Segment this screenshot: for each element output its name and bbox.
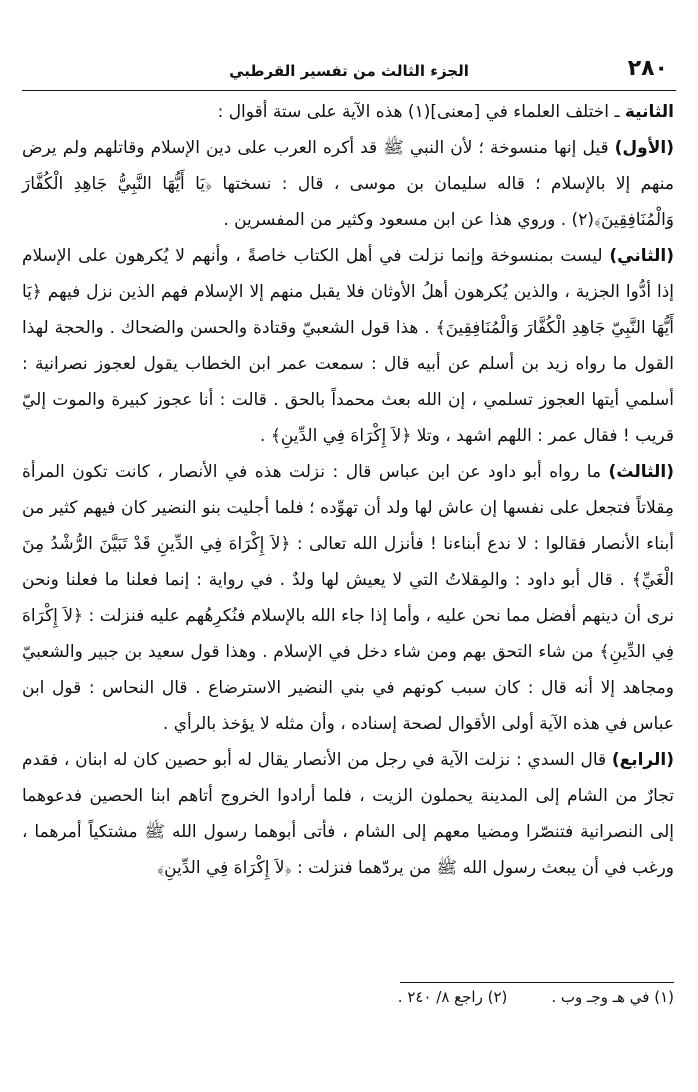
paragraph-second-issue [22, 94, 674, 130]
footnote-2: (٢) راجع ٨/ ٢٤٠ . [397, 988, 508, 1006]
footnotes [22, 988, 674, 1006]
page-header [24, 56, 674, 90]
paragraph-text: ليست بمنسوخة وإنما نزلت في أهل الكتاب خاصةً ، وأنهم لا يُكرهون على الإسلام إذا أدُّوا الجزية ، والذين يُكرهون أهلُ الأوثان فلا يقبل منهم إلا الإسلام فهم الذين نزل فيهم ﴿يَا أَيُّهَا النَّبِيّ جَاهِدِ الْكُفَّارَ وَالْمُنَافِقِينَ﴾ . هذا قول الشعبيّ وقتادة والحسن والضحاك . والحجة لهذا القول ما رواه زيد بن أسلم عن أبيه قال : سمعت عمر ابن الخطاب يقول لعجوز نصرانية : أسلمي أيتها العجوز تسلمي ، إن الله بعث محمداً بالحق . قالت : أنا عجوز كبيرة والموت إليّ قريب ! فقال عمر : اللهم اشهد ، وتلا ﴿لاَ إِكْرَاهَ فِي الدِّينِ﴾ . [22, 246, 674, 446]
paragraph-label: (الأول) [614, 138, 674, 158]
paragraph-text: قال السدي : نزلت الآية في رجل من الأنصار يقال له أبو حصين كان له ابنان ، فقدم تجارٌ من الشام إلى المدينة يحملون الزيت ، فلما أرادوا الخروج أتاهم ابنا الحصين فدعوهما إلى النصرانية فتنصّرا ومضيا معهم إلى الشام ، فأتى أبوهما رسول الله ﷺ مشتكياً أمرهما ، ورغب في أن يبعث رسول الله ﷺ من يردّهما فنزلت : ﴿لاَ إِكْرَاهَ فِي الدِّينِ﴾ [22, 750, 674, 878]
paragraph-second-opinion [22, 238, 674, 454]
footnote-rule [400, 982, 674, 983]
footnote-1: (١) في هـ وجـ وب . [551, 988, 674, 1006]
paragraph-label: (الثاني) [609, 246, 674, 266]
page-number: ٢٨٠ [627, 56, 668, 81]
paragraph-first-opinion [22, 130, 674, 238]
header-rule [22, 90, 676, 91]
paragraph-text: ما رواه أبو داود عن ابن عباس قال : نزلت هذه في الأنصار ، كانت تكون المرأة مِقلاتاً فتجعل على نفسها إن عاش لها ولد أن تهوِّده ؛ فلما أجليت بنو النضير كان فيهم كثير من أبناء الأنصار فقالوا : لا ندع أبناءنا ! فأنزل الله تعالى : ﴿لاَ إِكْرَاهَ فِي الدِّينِ قَدْ تَبَيَّنَ الرُّشْدُ مِنَ الْغَيِّ﴾ . قال أبو داود : والمِقلاتُ التي لا يعيش لها ولدٌ . في رواية : إنما فعلنا ما فعلنا ونحن نرى أن دينهم أفضل مما نحن عليه ، وأما إذا جاء الله بالإسلام فنُكرِهُهم عليه فنزلت : ﴿لاَ إِكْرَاهَ فِي الدِّينِ﴾ من شاء التحق بهم ومن شاء دخل في الإسلام . وهذا قول سعيد بن جبير والشعبيّ ومجاهد إلا أنه قال : كان سبب كونهم في بني النضير الاسترضاع . قال النحاس : قول ابن عباس في هذه الآية أولى الأقوال لصحة إسناده ، وأن مثله لا يؤخذ بالرأي . [22, 462, 674, 734]
paragraph-fourth-opinion [22, 742, 674, 886]
paragraph-label: الثانية [624, 102, 674, 122]
paragraph-label: (الثالث) [608, 462, 674, 482]
paragraph-label: (الرابع) [611, 750, 674, 770]
paragraph-text: ـ اختلف العلماء في [معنى](١) هذه الآية على ستة أقوال : [217, 102, 625, 122]
paragraph-text: قيل إنها منسوخة ؛ لأن النبي ﷺ قد أكره العرب على دين الإسلام وقاتلهم ولم يرض منهم إلا بالإسلام ؛ قاله سليمان بن موسى ، قال : نسختها ﴿يَا أَيُّهَا النَّبِيُّ جَاهِدِ الْكُفَّارَ وَالْمُنَافِقِينَ﴾(٢) . وروي هذا عن ابن مسعود وكثير من المفسرين . [22, 138, 674, 230]
body-text [22, 94, 674, 886]
paragraph-third-opinion [22, 454, 674, 742]
running-title: الجزء الثالث من تفسير القرطبي [229, 62, 469, 80]
